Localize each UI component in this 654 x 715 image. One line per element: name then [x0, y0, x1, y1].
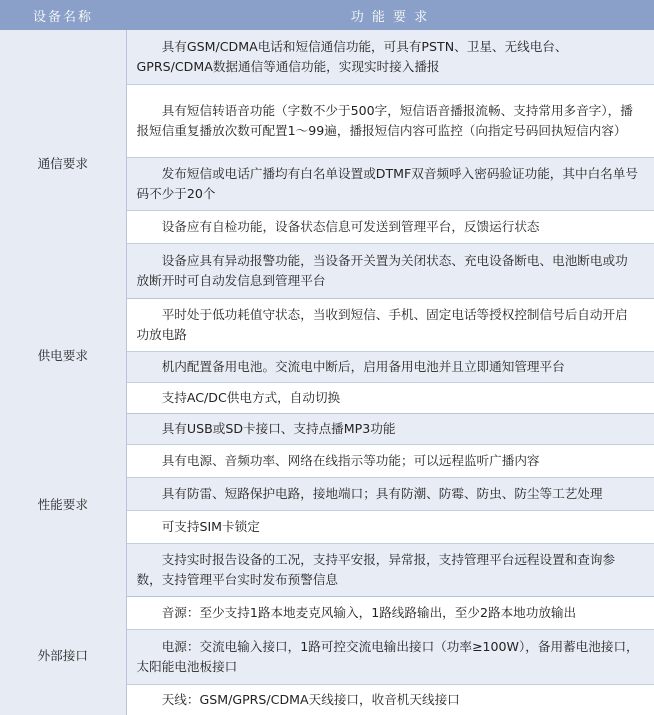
- requirement-cell: 具有USB或SD卡接口、支持点播MP3功能: [126, 414, 654, 445]
- table-row: [0, 30, 654, 85]
- requirement-cell: 电源：交流电输入接口，1路可控交流电输出接口（功率≥100W），备用蓄电池接口，太阳能电池板接口: [126, 630, 654, 685]
- table-row: [0, 597, 654, 630]
- requirement-cell: 平时处于低功耗值守状态，当收到短信、手机、固定电话等授权控制信号后自动开启功放电路: [126, 299, 654, 352]
- requirement-cell: 支持实时报告设备的工况，支持平安报，异常报，支持管理平台远程设置和查询参数，支持管理平台实时发布预警信息: [126, 544, 654, 597]
- category-communication: 通信要求: [0, 30, 126, 299]
- category-performance: 性能要求: [0, 414, 126, 597]
- requirement-cell: 具有短信转语音功能（字数不少于500字，短信语音播报流畅、支持常用多音字），播报短信重复播放次数可配置1～99遍，播报短信内容可监控（向指定号码回执短信内容）: [126, 85, 654, 158]
- requirement-cell: 发布短信或电话广播均有白名单设置或DTMF双音频呼入密码验证功能，其中白名单号码不少于20个: [126, 158, 654, 211]
- requirement-cell: 天线：GSM/GPRS/CDMA天线接口，收音机天线接口: [126, 685, 654, 715]
- category-power-supply: 供电要求: [0, 299, 126, 414]
- requirement-cell: 具有防雷、短路保护电路，接地端口；具有防潮、防霉、防虫、防尘等工艺处理: [126, 478, 654, 511]
- header-function-requirements: 功 能 要 求: [126, 0, 654, 30]
- requirement-cell: 具有GSM/CDMA电话和短信通信功能，可具有PSTN、卫星、无线电台、GPRS/CDMA数据通信等通信功能，实现实时接入播报: [126, 30, 654, 85]
- requirement-cell: 具有电源、音频功率、网络在线指示等功能；可以远程监听广播内容: [126, 445, 654, 478]
- table-header-row: [0, 0, 654, 30]
- header-device-name: 设备名称: [0, 0, 126, 30]
- table-row: [0, 414, 654, 445]
- requirement-cell: 音源：至少支持1路本地麦克风输入，1路线路输出，至少2路本地功放输出: [126, 597, 654, 630]
- requirement-cell: 机内配置备用电池。交流电中断后，启用备用电池并且立即通知管理平台: [126, 352, 654, 383]
- requirement-cell: 可支持SIM卡锁定: [126, 511, 654, 544]
- requirement-cell: 设备应具有异动报警功能，当设备开关置为关闭状态、充电设备断电、电池断电或功放断开时可自动发信息到管理平台: [126, 244, 654, 299]
- requirement-cell: 设备应有自检功能，设备状态信息可发送到管理平台，反馈运行状态: [126, 211, 654, 244]
- category-external-interfaces: 外部接口: [0, 597, 126, 715]
- requirement-cell: 支持AC/DC供电方式，自动切换: [126, 383, 654, 414]
- table-row: [0, 299, 654, 352]
